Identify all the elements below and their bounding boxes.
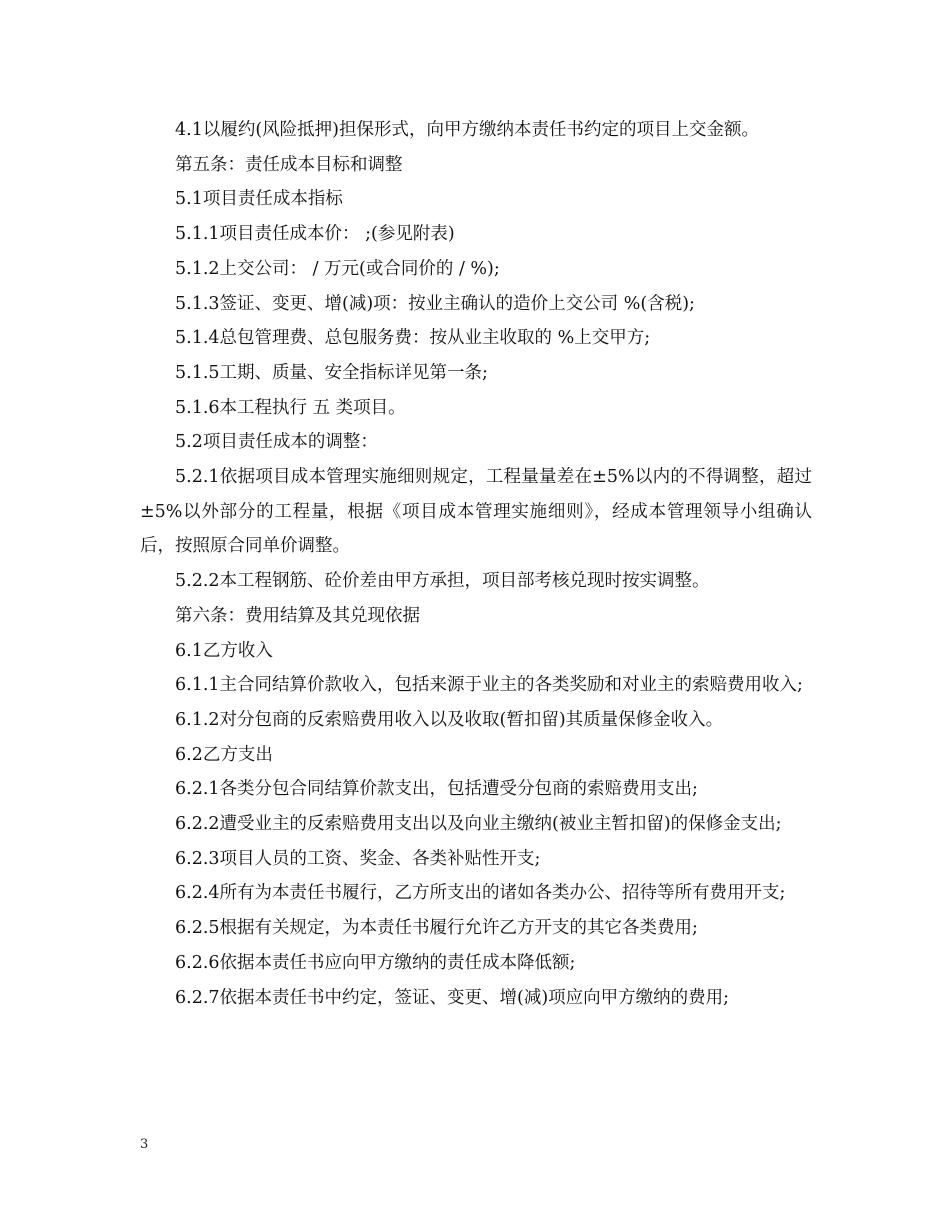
paragraph-6-2-4: 6.2.4所有为本责任书履行，乙方所支出的诸如各类办公、招待等所有费用开支; [175,883,786,904]
paragraph-6-1-1: 6.1.1主合同结算价款收入，包括来源于业主的各类奖励和对业主的索赔费用收入; [175,675,803,696]
paragraph-5-1-4: 5.1.4总包管理费、总包服务费：按从业主收取的 %上交甲方; [175,328,651,349]
paragraph-6-2-3: 6.2.3项目人员的工资、奖金、各类补贴性开支; [175,848,541,869]
paragraph-5-1-6: 5.1.6本工程执行 五 类项目。 [175,397,406,418]
paragraph-6-2-1: 6.2.1各类分包合同结算价款支出，包括遭受分包商的索赔费用支出; [175,779,698,800]
heading-article-6: 第六条：费用结算及其兑现依据 [175,605,420,626]
heading-article-5: 第五条：责任成本目标和调整 [175,154,403,175]
paragraph-5-1-1: 5.1.1项目责任成本价： ;(参见附表) [175,224,455,245]
document-body [140,113,812,1015]
paragraph-5-1: 5.1项目责任成本指标 [175,189,343,210]
paragraph-5-2-1: 5.2.1依据项目成本管理实施细则规定，工程量量差在±5%以内的不得调整，超过±5%以外部分的工程量，根据《项目成本管理实施细则》，经成本管理领导小组确认后，按照原合同单价调整。 [140,467,812,557]
paragraph-6-2: 6.2乙方支出 [175,744,273,765]
paragraph-5-1-5: 5.1.5工期、质量、安全指标详见第一条; [175,362,488,383]
paragraph-5-1-2: 5.1.2上交公司： / 万元(或合同价的 / %); [175,258,500,279]
page-number: 3 [140,1137,149,1152]
paragraph-6-2-2: 6.2.2遭受业主的反索赔费用支出以及向业主缴纳(被业主暂扣留)的保修金支出; [175,814,782,835]
paragraph-6-1-2: 6.1.2对分包商的反索赔费用收入以及收取(暂扣留)其质量保修金收入。 [175,709,724,730]
paragraph-5-1-3: 5.1.3签证、变更、增(减)项：按业主确认的造价上交公司 %(含税); [175,293,695,314]
paragraph-5-2: 5.2项目责任成本的调整： [175,432,378,453]
paragraph-6-2-7: 6.2.7依据本责任书中约定，签证、变更、增(减)项应向甲方缴纳的费用; [175,987,730,1008]
paragraph-6-1: 6.1乙方收入 [175,640,273,661]
paragraph-6-2-5: 6.2.5根据有关规定，为本责任书履行允许乙方开支的其它各类费用; [175,918,698,939]
paragraph-6-2-6: 6.2.6依据本责任书应向甲方缴纳的责任成本降低额; [175,952,576,973]
paragraph-4-1: 4.1以履约(风险抵押)担保形式，向甲方缴纳本责任书约定的项目上交金额。 [175,120,759,140]
paragraph-5-2-2: 5.2.2本工程钢筋、砼价差由甲方承担，项目部考核兑现时按实调整。 [175,571,710,592]
